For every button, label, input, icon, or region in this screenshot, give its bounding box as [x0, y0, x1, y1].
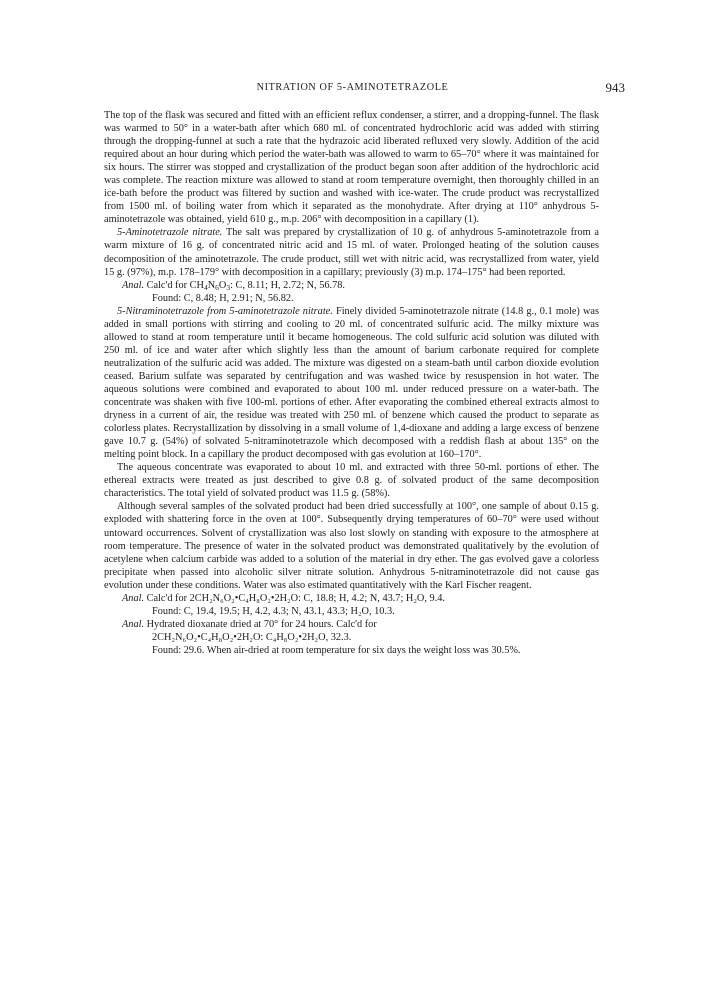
analysis-found-2: Found: C, 19.4, 19.5; H, 4.2, 4.3; N, 43.1, 43.3; H₂O, 10.3.: [152, 605, 395, 617]
paragraph-text: The salt was prepared by crystallization of 10 g. of anhydrous 5-aminotetrazole from a warm mixture of 16 g. of concentrated nitric acid and 15 ml. of water. Prolonged heating of the solution causes decomposition of the aminotetrazole. The crude product, still wet with nitric acid, was recrystallized from water, yield 15 g. (97%), m.p. 178–179° with decomposition in a capillary; previously (3) m.p. 174–175° had been reported.: [104, 227, 599, 278]
paragraph-aqueous-concentrate: The aqueous concentrate was evaporated to about 10 ml. and extracted with three 50-ml. portions of ether. The ethereal extracts were treated as just described to give 0.8 g. of solvated product of the same decomposition characteristics. The total yield of solvated product was 11.5 g. (58%).: [104, 462, 599, 500]
paragraph-procedure-continued: The top of the flask was secured and fitted with an efficient reflux condenser, a stirrer, and a dropping-funnel. The flask was warmed to 50° in a water-bath after which 680 ml. of concentrated hydrochloric acid was added with stirring through the dropping-funnel at such a rate that the hydrazoic acid liberated refluxed very slowly. Addition of the acid required about an hour during which period the water-bath was allowed to warm to 65–70° where it was maintained for six hours. The stirrer was stopped and crystallization of the product began soon after addition of the hydrochloric acid was complete. The reaction mixture was allowed to stand at room temperature overnight, then thoroughly chilled in an ice-bath before the product was filtered by suction and washed with ice-water. The crude product was recrystallized from 1500 ml. of boiling water from which it separated as the monohydrate. After drying at 110° anhydrous 5-aminotetrazole was obtained, yield 610 g., m.p. 206° with decomposition in a capillary (1).: [104, 110, 599, 226]
formula-text: O: [218, 279, 227, 291]
formula-subscript: 4: [203, 282, 208, 292]
analysis-label: Anal.: [122, 592, 145, 604]
paragraph-nitraminotetrazole: [104, 305, 599, 462]
analysis-found-1: Found: C, 8.48; H, 2.91; N, 56.82.: [152, 292, 294, 304]
section-heading: 5-Nitraminotetrazole from 5-aminotetrazole nitrate.: [117, 305, 333, 317]
analysis-found-3: Found: 29.6. When air-dried at room temperature for six days the weight loss was 30.5%.: [152, 644, 521, 656]
paragraph-aminotetrazole-nitrate: [104, 226, 599, 278]
analysis-hydrated-dioxanate: [104, 618, 599, 631]
analysis-label: Anal.: [122, 279, 145, 291]
section-heading: 5-Aminotetrazole nitrate.: [117, 227, 223, 239]
running-title: NITRATION OF 5-AMINOTETRAZOLE: [256, 82, 449, 93]
formula-text: N: [207, 279, 216, 291]
body-text: [104, 109, 599, 657]
analysis-values: : C, 8.11; H, 2.72; N, 56.78.: [230, 279, 345, 291]
formula-subscript: 3: [226, 282, 231, 292]
running-head: [0, 82, 705, 98]
analysis-calculated-1: [104, 279, 599, 292]
analysis-label: Anal.: [122, 618, 145, 630]
page-number: 943: [605, 80, 625, 95]
formula-text: Calc'd for CH: [144, 279, 204, 291]
analysis-calculated-3: 2CH₂N₆O₂•C₄H₈O₂•2H₂O: C₄H₈O₂•2H₂O, 32.3.: [152, 631, 352, 643]
analysis-values: Hydrated dioxanate dried at 70° for 24 hours. Calc'd for: [144, 618, 377, 630]
formula-subscript: 6: [215, 282, 219, 292]
analysis-calculated-2: [104, 592, 599, 605]
analysis-values: Calc'd for 2CH₂N₆O₂•C₄H₈O₂•2H₂O: C, 18.8; H, 4.2; N, 43.7; H₂O, 9.4.: [144, 592, 445, 604]
paragraph-solvated-product: Although several samples of the solvated product had been dried successfully at 100°, one sample of about 0.15 g. exploded with shattering force in the oven at 100°. Subsequently drying temperatures of 60–70° were used without untoward occurrences. Solvent of crystallization was also lost slowly on standing with exposure to the atmosphere at room temperature. The presence of water in the solvated product was demonstrated qualitatively by the evolution of acetylene when calcium carbide was added to a solution of the material in dry ether. The gas evolved gave a colorless precipitate when passed into alcoholic silver nitrate solution. Anhydrous 5-nitraminotetrazole did not cause gas evolution under these conditions. Water was also estimated quantitatively with the Karl Fischer reagent.: [104, 501, 599, 591]
paragraph-text: Finely divided 5-aminotetrazole nitrate (14.8 g., 0.1 mole) was added in small portions with stirring and cooling to 20 ml. of concentrated sulfuric acid. The milky mixture was allowed to stand at room temperature until it became homogeneous. The cold sulfuric acid solution was diluted with 250 ml. of ice and water after which slightly less than the amount of barium carbonate required for complete neutralization of the sulfuric acid was added. The mixture was digested on a steam-bath until carbon dioxide evolution ceased. Barium sulfate was separated by centrifugation and was washed twice by resuspension in hot water. The aqueous solutions were combined and evaporated to about 100 ml. under reduced pressure on a water-bath. The concentrate was shaken with five 100-ml. portions of ether. After evaporating the combined ethereal extracts almost to dryness in a current of air, the residue was treated with 250 ml. of benzene which caused the product to separate as colorless plates. Recrystallization by dissolving in a small volume of 1,4-dioxane and adding a large excess of benzene gave 10.7 g. (54%) of solvated 5-nitraminotetrazole which decomposed with a reddish flash at about 135° on the melting point block. In a capillary the product decomposed with gas evolution at 160–170°.: [104, 305, 599, 461]
